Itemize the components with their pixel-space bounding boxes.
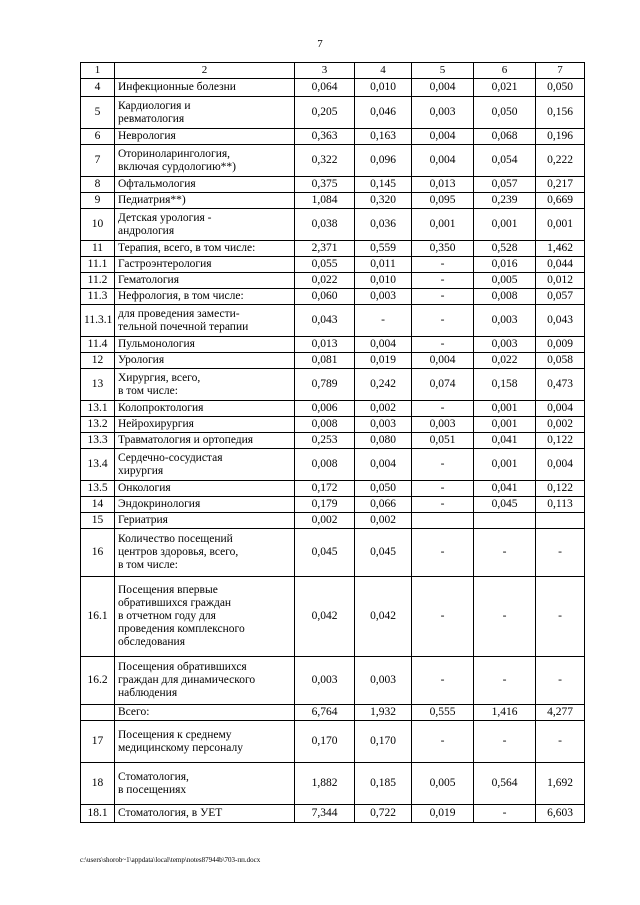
row-name-line: Нефрология, в том числе: bbox=[118, 290, 244, 302]
row-value: - bbox=[412, 529, 474, 577]
row-value: 0,205 bbox=[295, 97, 355, 129]
row-name bbox=[115, 305, 295, 337]
row-value: - bbox=[412, 289, 474, 305]
row-value: 0,008 bbox=[295, 417, 355, 433]
row-name bbox=[115, 337, 295, 353]
row-name-line: Нейрохирургия bbox=[118, 418, 194, 430]
row-value: 0,004 bbox=[536, 449, 585, 481]
row-value: 0,045 bbox=[295, 529, 355, 577]
row-value: 0,320 bbox=[355, 193, 412, 209]
row-value: 0,003 bbox=[355, 657, 412, 705]
row-value: 0,050 bbox=[355, 481, 412, 497]
row-value: 0,042 bbox=[355, 577, 412, 657]
row-value: 0,004 bbox=[412, 145, 474, 177]
row-name-line: проведения комплексного bbox=[118, 623, 245, 635]
row-value: 1,084 bbox=[295, 193, 355, 209]
row-value: 0,217 bbox=[536, 177, 585, 193]
row-name bbox=[115, 129, 295, 145]
row-value: 0,002 bbox=[295, 513, 355, 529]
table-row bbox=[81, 763, 585, 805]
table-row bbox=[81, 145, 585, 177]
row-value: 1,882 bbox=[295, 763, 355, 805]
row-name-line: граждан для динамического bbox=[118, 674, 256, 686]
row-number: 16.2 bbox=[81, 657, 115, 705]
row-value: 0,081 bbox=[295, 353, 355, 369]
row-name bbox=[115, 289, 295, 305]
row-name bbox=[115, 497, 295, 513]
row-name-line: Травматология и ортопедия bbox=[118, 434, 254, 446]
row-name-line: Гематология bbox=[118, 274, 180, 286]
row-value: - bbox=[474, 529, 536, 577]
row-value: - bbox=[412, 449, 474, 481]
data-table bbox=[80, 62, 585, 823]
row-name-line: Колопроктология bbox=[118, 402, 204, 414]
row-name bbox=[115, 79, 295, 97]
row-value: 0,042 bbox=[295, 577, 355, 657]
row-name-line: в отчетном году для bbox=[118, 610, 216, 622]
table-row bbox=[81, 353, 585, 369]
row-value: 0,003 bbox=[355, 417, 412, 433]
table-row bbox=[81, 705, 585, 721]
row-name-line: Терапия, всего, в том числе: bbox=[118, 242, 256, 254]
row-name-line: Хирургия, всего, bbox=[118, 371, 201, 384]
row-value: 0,185 bbox=[355, 763, 412, 805]
row-name-line: Офтальмология bbox=[118, 178, 196, 190]
row-name bbox=[115, 433, 295, 449]
row-value: 0,005 bbox=[412, 763, 474, 805]
table-row bbox=[81, 209, 585, 241]
row-value: 0,004 bbox=[412, 129, 474, 145]
row-name bbox=[115, 193, 295, 209]
row-value: 0,528 bbox=[474, 241, 536, 257]
row-name-line: в посещениях bbox=[118, 783, 187, 796]
row-value: 0,057 bbox=[536, 289, 585, 305]
row-value: 0,669 bbox=[536, 193, 585, 209]
row-value: 0,045 bbox=[355, 529, 412, 577]
row-value: 0,006 bbox=[295, 401, 355, 417]
row-name-line: наблюдения bbox=[118, 687, 178, 699]
row-value: 0,003 bbox=[355, 289, 412, 305]
row-value: 0,010 bbox=[355, 273, 412, 289]
row-name bbox=[115, 805, 295, 823]
row-value: 0,001 bbox=[412, 209, 474, 241]
row-number: 14 bbox=[81, 497, 115, 513]
row-value: 0,013 bbox=[295, 337, 355, 353]
row-name-line: медицинскому персоналу bbox=[118, 741, 243, 754]
row-name-line: Количество посещений bbox=[118, 533, 233, 545]
row-value: 0,172 bbox=[295, 481, 355, 497]
row-value: 0,005 bbox=[474, 273, 536, 289]
row-number: 4 bbox=[81, 79, 115, 97]
row-value: 0,113 bbox=[536, 497, 585, 513]
row-name-line: включая сурдологию**) bbox=[118, 160, 236, 173]
row-name-line: Урология bbox=[118, 354, 165, 366]
row-number: 17 bbox=[81, 721, 115, 763]
row-value: 0,001 bbox=[474, 449, 536, 481]
row-name-line: Стоматология, bbox=[118, 770, 189, 783]
row-number: 13.4 bbox=[81, 449, 115, 481]
row-name bbox=[115, 449, 295, 481]
row-value: 6,603 bbox=[536, 805, 585, 823]
row-value: 0,555 bbox=[412, 705, 474, 721]
row-value: 0,789 bbox=[295, 369, 355, 401]
row-name bbox=[115, 97, 295, 129]
row-value: 0,010 bbox=[355, 79, 412, 97]
row-number: 18.1 bbox=[81, 805, 115, 823]
row-value: 0,044 bbox=[536, 257, 585, 273]
row-number: 15 bbox=[81, 513, 115, 529]
row-value: 0,003 bbox=[474, 337, 536, 353]
row-name-line: Неврология bbox=[118, 130, 176, 142]
row-name-line: Пульмонология bbox=[118, 338, 195, 350]
row-name-line: Педиатрия**) bbox=[118, 194, 186, 206]
row-name-line: Кардиология и bbox=[118, 99, 191, 112]
row-name-line: обследования bbox=[118, 636, 185, 648]
row-value: 0,095 bbox=[412, 193, 474, 209]
table-row bbox=[81, 417, 585, 433]
row-number: 11.3.1 bbox=[81, 305, 115, 337]
row-number: 11.4 bbox=[81, 337, 115, 353]
row-value: 0,122 bbox=[536, 433, 585, 449]
table-row bbox=[81, 177, 585, 193]
row-value: 0,004 bbox=[412, 353, 474, 369]
row-value: 0,057 bbox=[474, 177, 536, 193]
row-value: - bbox=[412, 401, 474, 417]
table-row bbox=[81, 241, 585, 257]
row-value: 0,156 bbox=[536, 97, 585, 129]
row-number: 16.1 bbox=[81, 577, 115, 657]
row-value: 0,074 bbox=[412, 369, 474, 401]
row-name-line: центров здоровья, всего, bbox=[118, 546, 239, 558]
table-row bbox=[81, 193, 585, 209]
row-value: 0,043 bbox=[536, 305, 585, 337]
row-name-line: Посещения обратившихся bbox=[118, 661, 247, 673]
table-row bbox=[81, 273, 585, 289]
row-value: 1,416 bbox=[474, 705, 536, 721]
row-name bbox=[115, 481, 295, 497]
row-value: - bbox=[355, 305, 412, 337]
row-value: 0,019 bbox=[355, 353, 412, 369]
row-value: 0,066 bbox=[355, 497, 412, 513]
row-name-line: хирургия bbox=[118, 464, 164, 477]
row-value: 0,060 bbox=[295, 289, 355, 305]
row-name bbox=[115, 145, 295, 177]
row-value: 0,041 bbox=[474, 481, 536, 497]
row-value bbox=[536, 513, 585, 529]
row-value: 6,764 bbox=[295, 705, 355, 721]
column-header: 3 bbox=[295, 63, 355, 79]
row-value: 0,363 bbox=[295, 129, 355, 145]
row-value: - bbox=[412, 497, 474, 513]
table-row bbox=[81, 79, 585, 97]
row-value: - bbox=[412, 657, 474, 705]
row-value: - bbox=[536, 529, 585, 577]
row-value: 0,242 bbox=[355, 369, 412, 401]
table-row bbox=[81, 449, 585, 481]
row-value: 0,012 bbox=[536, 273, 585, 289]
row-value: 0,036 bbox=[355, 209, 412, 241]
row-value: 0,021 bbox=[474, 79, 536, 97]
column-header: 1 bbox=[81, 63, 115, 79]
row-value: 0,001 bbox=[474, 209, 536, 241]
column-header: 6 bbox=[474, 63, 536, 79]
row-value: 0,003 bbox=[474, 305, 536, 337]
row-name bbox=[115, 369, 295, 401]
row-value: 0,002 bbox=[536, 417, 585, 433]
row-name bbox=[115, 273, 295, 289]
row-value: 0,011 bbox=[355, 257, 412, 273]
row-value: 0,170 bbox=[295, 721, 355, 763]
row-name-line: Онкология bbox=[118, 482, 171, 494]
row-number: 11 bbox=[81, 241, 115, 257]
row-number: 8 bbox=[81, 177, 115, 193]
row-value: 0,041 bbox=[474, 433, 536, 449]
row-value: 1,462 bbox=[536, 241, 585, 257]
row-value: 0,050 bbox=[536, 79, 585, 97]
row-name-line: ревматология bbox=[118, 112, 185, 125]
row-value: 0,122 bbox=[536, 481, 585, 497]
table-row bbox=[81, 497, 585, 513]
row-value: 0,196 bbox=[536, 129, 585, 145]
row-name bbox=[115, 657, 295, 705]
row-number bbox=[81, 705, 115, 721]
table-row bbox=[81, 401, 585, 417]
row-value: 0,253 bbox=[295, 433, 355, 449]
row-number: 10 bbox=[81, 209, 115, 241]
table-row bbox=[81, 657, 585, 705]
row-value: 0,022 bbox=[474, 353, 536, 369]
row-value: - bbox=[474, 577, 536, 657]
row-value: 0,022 bbox=[295, 273, 355, 289]
row-value: - bbox=[412, 577, 474, 657]
row-number: 5 bbox=[81, 97, 115, 129]
row-number: 7 bbox=[81, 145, 115, 177]
row-value: 7,344 bbox=[295, 805, 355, 823]
row-value: - bbox=[474, 657, 536, 705]
row-value: 0,239 bbox=[474, 193, 536, 209]
table-header-row bbox=[81, 63, 585, 79]
row-value: 0,564 bbox=[474, 763, 536, 805]
row-value: 0,158 bbox=[474, 369, 536, 401]
row-name-line: Стоматология, в УЕТ bbox=[118, 807, 223, 819]
row-value: 0,046 bbox=[355, 97, 412, 129]
row-value bbox=[474, 513, 536, 529]
row-number: 11.3 bbox=[81, 289, 115, 305]
row-number: 9 bbox=[81, 193, 115, 209]
row-value: 0,003 bbox=[295, 657, 355, 705]
row-value: 0,004 bbox=[355, 449, 412, 481]
row-name-line: Всего: bbox=[118, 706, 150, 718]
table-row bbox=[81, 805, 585, 823]
row-value: 0,058 bbox=[536, 353, 585, 369]
row-name-line: андрология bbox=[118, 224, 175, 237]
row-value: 0,051 bbox=[412, 433, 474, 449]
row-value: 0,038 bbox=[295, 209, 355, 241]
row-number: 18 bbox=[81, 763, 115, 805]
row-value: 0,350 bbox=[412, 241, 474, 257]
row-name-line: для проведения замести- bbox=[118, 307, 240, 320]
row-value: 0,008 bbox=[474, 289, 536, 305]
row-number: 11.2 bbox=[81, 273, 115, 289]
row-value: - bbox=[412, 305, 474, 337]
row-value: - bbox=[412, 273, 474, 289]
row-name-line: обратившихся граждан bbox=[118, 597, 232, 609]
row-value: 0,064 bbox=[295, 79, 355, 97]
row-number: 13 bbox=[81, 369, 115, 401]
row-name bbox=[115, 257, 295, 273]
row-value: 0,055 bbox=[295, 257, 355, 273]
row-value: 0,002 bbox=[355, 513, 412, 529]
row-name-line: Детская урология - bbox=[118, 211, 212, 224]
table-row bbox=[81, 97, 585, 129]
table-row bbox=[81, 289, 585, 305]
row-value: 0,050 bbox=[474, 97, 536, 129]
row-value: - bbox=[474, 721, 536, 763]
column-header: 5 bbox=[412, 63, 474, 79]
row-value: 0,004 bbox=[355, 337, 412, 353]
row-name-line: Сердечно-сосудистая bbox=[118, 451, 223, 464]
row-name bbox=[115, 401, 295, 417]
row-number: 13.5 bbox=[81, 481, 115, 497]
table-row bbox=[81, 577, 585, 657]
row-name-line: Посещения к среднему bbox=[118, 728, 232, 741]
column-header: 7 bbox=[536, 63, 585, 79]
row-value: 0,145 bbox=[355, 177, 412, 193]
row-name bbox=[115, 209, 295, 241]
row-number: 6 bbox=[81, 129, 115, 145]
row-value: 0,045 bbox=[474, 497, 536, 513]
row-value: - bbox=[412, 721, 474, 763]
row-value: 0,003 bbox=[412, 97, 474, 129]
row-value: 0,068 bbox=[474, 129, 536, 145]
row-name bbox=[115, 705, 295, 721]
row-value: - bbox=[412, 257, 474, 273]
row-value: - bbox=[536, 657, 585, 705]
row-value: 0,375 bbox=[295, 177, 355, 193]
row-value: 0,559 bbox=[355, 241, 412, 257]
row-name-line: Оториноларингология, bbox=[118, 147, 231, 160]
row-name bbox=[115, 241, 295, 257]
row-value: - bbox=[412, 337, 474, 353]
row-value: 4,277 bbox=[536, 705, 585, 721]
table-row bbox=[81, 369, 585, 401]
table-row bbox=[81, 337, 585, 353]
row-value: 0,004 bbox=[536, 401, 585, 417]
row-value: 0,008 bbox=[295, 449, 355, 481]
row-value: 0,722 bbox=[355, 805, 412, 823]
row-value: 0,170 bbox=[355, 721, 412, 763]
table-row bbox=[81, 433, 585, 449]
row-value: 0,019 bbox=[412, 805, 474, 823]
table-row bbox=[81, 257, 585, 273]
row-name bbox=[115, 177, 295, 193]
row-value: 0,003 bbox=[412, 417, 474, 433]
row-value: 0,002 bbox=[355, 401, 412, 417]
row-value: 2,371 bbox=[295, 241, 355, 257]
row-number: 13.3 bbox=[81, 433, 115, 449]
row-value: 0,001 bbox=[474, 401, 536, 417]
row-value: 0,009 bbox=[536, 337, 585, 353]
row-value: 0,004 bbox=[412, 79, 474, 97]
row-name bbox=[115, 353, 295, 369]
row-value: 0,001 bbox=[474, 417, 536, 433]
row-value: 1,932 bbox=[355, 705, 412, 721]
row-name-line: тельной почечной терапии bbox=[118, 320, 249, 333]
row-value: - bbox=[536, 577, 585, 657]
column-header: 2 bbox=[115, 63, 295, 79]
row-value: 0,222 bbox=[536, 145, 585, 177]
row-value: - bbox=[474, 805, 536, 823]
row-name-line: Гастроэнтерология bbox=[118, 258, 212, 270]
row-number: 12 bbox=[81, 353, 115, 369]
row-name-line: Эндокринология bbox=[118, 498, 201, 510]
table-row bbox=[81, 129, 585, 145]
table-row bbox=[81, 529, 585, 577]
row-value: 0,473 bbox=[536, 369, 585, 401]
table-row bbox=[81, 513, 585, 529]
table-row bbox=[81, 721, 585, 763]
row-name bbox=[115, 577, 295, 657]
row-value: 0,016 bbox=[474, 257, 536, 273]
row-value: - bbox=[412, 481, 474, 497]
row-name-line: Инфекционные болезни bbox=[118, 81, 236, 93]
row-name bbox=[115, 721, 295, 763]
row-value: 0,163 bbox=[355, 129, 412, 145]
table-row bbox=[81, 481, 585, 497]
row-name bbox=[115, 417, 295, 433]
row-name bbox=[115, 529, 295, 577]
row-name-line: в том числе: bbox=[118, 559, 178, 571]
row-number: 11.1 bbox=[81, 257, 115, 273]
row-name-line: Гериатрия bbox=[118, 514, 168, 526]
row-value: 0,043 bbox=[295, 305, 355, 337]
row-name-line: в том числе: bbox=[118, 384, 178, 397]
row-value: 1,692 bbox=[536, 763, 585, 805]
table-row bbox=[81, 305, 585, 337]
row-value: 0,322 bbox=[295, 145, 355, 177]
row-value: 0,096 bbox=[355, 145, 412, 177]
row-name-line: Посещения впервые bbox=[118, 584, 218, 596]
row-value: 0,054 bbox=[474, 145, 536, 177]
row-name bbox=[115, 763, 295, 805]
row-value: 0,080 bbox=[355, 433, 412, 449]
row-number: 13.2 bbox=[81, 417, 115, 433]
row-value: 0,013 bbox=[412, 177, 474, 193]
column-header: 4 bbox=[355, 63, 412, 79]
page-number: 7 bbox=[317, 38, 323, 50]
row-value: 0,001 bbox=[536, 209, 585, 241]
document-file-path: c:\users\shorob~1\appdata\local\temp\notes87944b\703-пп.docx bbox=[80, 856, 261, 864]
row-name bbox=[115, 513, 295, 529]
row-value: 0,179 bbox=[295, 497, 355, 513]
row-number: 16 bbox=[81, 529, 115, 577]
row-number: 13.1 bbox=[81, 401, 115, 417]
row-value: - bbox=[536, 721, 585, 763]
row-value bbox=[412, 513, 474, 529]
